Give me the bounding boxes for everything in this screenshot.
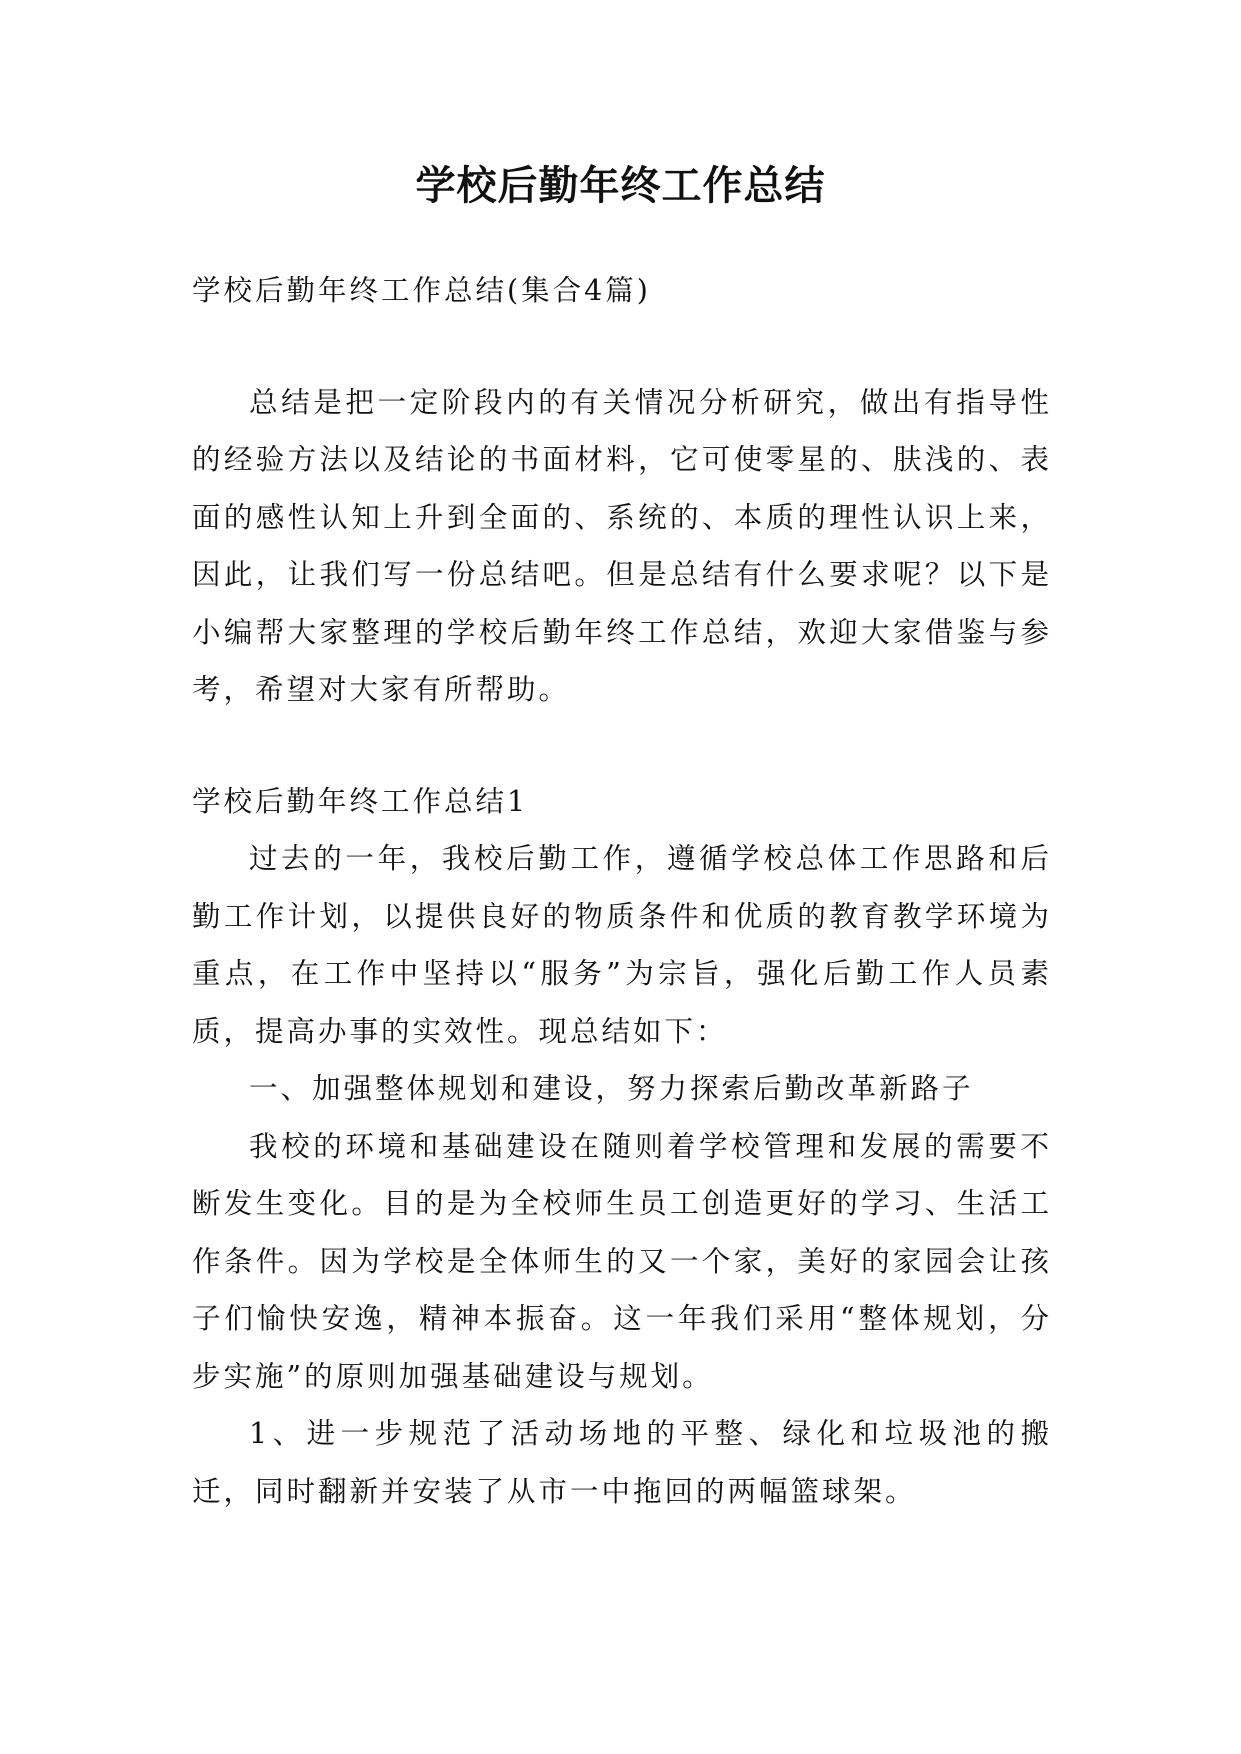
body-paragraph: 我校的环境和基础建设在随则着学校管理和发展的需要不断发生变化。目的是为全校师生员工创造更好的学习、生活工作条件。因为学校是全体师生的又一个家，美好的家园会让孩子们愉快安逸，精神本振奋。这一年我们采用“整体规划，分步实施”的原则加强基础建设与规划。 bbox=[192, 1129, 1052, 1393]
spacer bbox=[192, 719, 1052, 773]
document-title: 学校后勤年终工作总结 bbox=[415, 163, 826, 209]
body-paragraph: 过去的一年，我校后勤工作，遵循学校总体工作思路和后勤工作计划，以提供良好的物质条件和优质的教育教学环境为重点，在工作中坚持以“服务”为宗旨，强化后勤工作人员素质，提高办事的实效性。现总结如下： bbox=[192, 842, 1052, 1048]
document-body bbox=[192, 262, 1052, 1520]
document-subtitle: 学校后勤年终工作总结(集合4篇) bbox=[192, 274, 651, 307]
intro-paragraph: 总结是把一定阶段内的有关情况分析研究，做出有指导性的经验方法以及结论的书面材料，它可使零星的、肤浅的、表面的感性认知上升到全面的、系统的、本质的理性认识上来，因此，让我们写一份总结吧。但是总结有什么要求呢？以下是小编帮大家整理的学校后勤年终工作总结，欢迎大家借鉴与参考，希望对大家有所帮助。 bbox=[192, 385, 1052, 706]
section-heading: 学校后勤年终工作总结1 bbox=[192, 784, 529, 818]
subsection-heading: 一、加强整体规划和建设，努力探索后勤改革新路子 bbox=[249, 1072, 974, 1105]
spacer bbox=[192, 320, 1052, 374]
list-item-paragraph: 1、进一步规范了活动场地的平整、绿化和垃圾池的搬迁，同时翻新并安装了从市一中拖回的两幅篮球架。 bbox=[192, 1417, 1052, 1508]
